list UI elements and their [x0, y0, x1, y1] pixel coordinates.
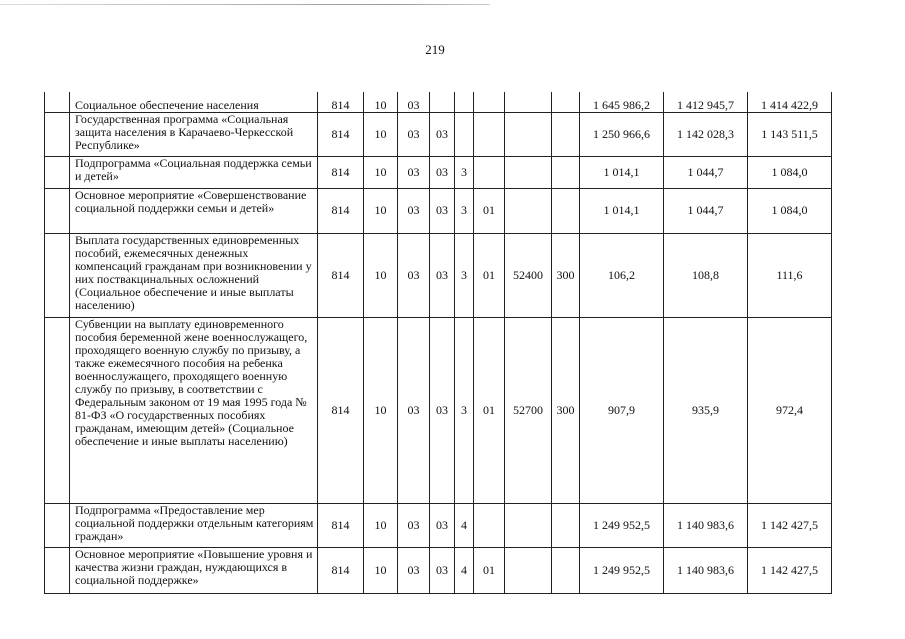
item-name: Государственная программа «Социальная защита населения в Карачаево-Черкесской Республике» [70, 112, 318, 156]
amount-year-3: 972,4 [748, 317, 832, 503]
table-row [45, 503, 832, 547]
grbs-code: 814 [318, 156, 364, 188]
section-code: 10 [364, 317, 398, 503]
subsection-code: 03 [398, 233, 430, 317]
direction-code [505, 156, 552, 188]
activity-code: 01 [474, 233, 505, 317]
section-code: 10 [364, 92, 398, 112]
subprogram-code: 4 [455, 547, 474, 593]
amount-year-1: 1 014,1 [580, 188, 664, 233]
row-index-cell [45, 317, 70, 503]
section-code: 10 [364, 547, 398, 593]
section-code: 10 [364, 233, 398, 317]
table-row [45, 317, 832, 503]
amount-year-2: 1 140 983,6 [664, 503, 748, 547]
direction-code: 52400 [505, 233, 552, 317]
expense-type-code: 300 [552, 233, 580, 317]
amount-year-3: 1 142 427,5 [748, 503, 832, 547]
item-name: Субвенции на выплату единовременного пособия беременной жене военнослужащего, проходящего военную службу по призыву, а также ежемесячного пособия на ребенка военнослужащего, проходящего военную службу по призыву, в соответствии с Федеральным законом от 19 мая 1995 года № 81-ФЗ «О государственных пособиях гражданам, имеющим детей» (Социальное обеспечение и иные выплаты населению) [70, 317, 318, 503]
table-row [45, 112, 832, 156]
table-row [45, 156, 832, 188]
program-code: 03 [430, 547, 455, 593]
subsection-code: 03 [398, 317, 430, 503]
amount-year-3: 1 084,0 [748, 188, 832, 233]
direction-code [505, 92, 552, 112]
section-code: 10 [364, 503, 398, 547]
subprogram-code: 3 [455, 317, 474, 503]
subprogram-code: 3 [455, 188, 474, 233]
scan-artifact-line [0, 4, 490, 5]
row-index-cell [45, 503, 70, 547]
direction-code [505, 503, 552, 547]
expense-type-code: 300 [552, 317, 580, 503]
subsection-code: 03 [398, 156, 430, 188]
section-code: 10 [364, 188, 398, 233]
expense-type-code [552, 188, 580, 233]
activity-code [474, 92, 505, 112]
activity-code [474, 112, 505, 156]
amount-year-3: 1 084,0 [748, 156, 832, 188]
grbs-code: 814 [318, 112, 364, 156]
amount-year-2: 1 140 983,6 [664, 547, 748, 593]
expense-type-code [552, 547, 580, 593]
activity-code: 01 [474, 547, 505, 593]
subprogram-code: 3 [455, 233, 474, 317]
grbs-code: 814 [318, 188, 364, 233]
budget-table [44, 92, 832, 594]
item-name: Социальное обеспечение населения [70, 92, 318, 112]
page-number: 219 [425, 42, 445, 57]
grbs-code: 814 [318, 92, 364, 112]
program-code: 03 [430, 503, 455, 547]
row-index-cell [45, 188, 70, 233]
table-body [45, 92, 832, 593]
subprogram-code [455, 92, 474, 112]
section-code: 10 [364, 112, 398, 156]
amount-year-2: 108,8 [664, 233, 748, 317]
item-name: Основное мероприятие «Совершенствование социальной поддержки семьи и детей» [70, 188, 318, 233]
row-index-cell [45, 547, 70, 593]
row-index-cell [45, 92, 70, 112]
subsection-code: 03 [398, 503, 430, 547]
activity-code [474, 503, 505, 547]
direction-code [505, 112, 552, 156]
subprogram-code: 4 [455, 503, 474, 547]
table-row [45, 92, 832, 112]
direction-code [505, 547, 552, 593]
amount-year-1: 907,9 [580, 317, 664, 503]
subprogram-code: 3 [455, 156, 474, 188]
amount-year-2: 1 412 945,7 [664, 92, 748, 112]
amount-year-2: 1 142 028,3 [664, 112, 748, 156]
activity-code: 01 [474, 317, 505, 503]
expense-type-code [552, 112, 580, 156]
amount-year-3: 111,6 [748, 233, 832, 317]
table-row [45, 547, 832, 593]
program-code: 03 [430, 233, 455, 317]
program-code: 03 [430, 317, 455, 503]
amount-year-1: 1 249 952,5 [580, 503, 664, 547]
amount-year-2: 935,9 [664, 317, 748, 503]
grbs-code: 814 [318, 547, 364, 593]
amount-year-3: 1 143 511,5 [748, 112, 832, 156]
row-index-cell [45, 156, 70, 188]
subsection-code: 03 [398, 188, 430, 233]
program-code: 03 [430, 156, 455, 188]
item-name: Выплата государственных единовременных пособий, ежемесячных денежных компенсаций гражданам при возникновении у них поствакцинальных осложнений (Социальное обеспечение и иные выплаты населению) [70, 233, 318, 317]
item-name: Подпрограмма «Социальная поддержка семьи и детей» [70, 156, 318, 188]
subprogram-code [455, 112, 474, 156]
activity-code: 01 [474, 188, 505, 233]
expense-type-code [552, 503, 580, 547]
grbs-code: 814 [318, 233, 364, 317]
subsection-code: 03 [398, 547, 430, 593]
program-code: 03 [430, 188, 455, 233]
amount-year-1: 1 014,1 [580, 156, 664, 188]
amount-year-1: 1 249 952,5 [580, 547, 664, 593]
subsection-code: 03 [398, 112, 430, 156]
item-name: Подпрограмма «Предоставление мер социальной поддержки отдельным категориям граждан» [70, 503, 318, 547]
expense-type-code [552, 156, 580, 188]
row-index-cell [45, 233, 70, 317]
direction-code: 52700 [505, 317, 552, 503]
amount-year-1: 1 645 986,2 [580, 92, 664, 112]
row-index-cell [45, 112, 70, 156]
table-row [45, 233, 832, 317]
activity-code [474, 156, 505, 188]
item-name: Основное мероприятие «Повышение уровня и качества жизни граждан, нуждающихся в социальной поддержке» [70, 547, 318, 593]
program-code: 03 [430, 112, 455, 156]
direction-code [505, 188, 552, 233]
section-code: 10 [364, 156, 398, 188]
amount-year-3: 1 142 427,5 [748, 547, 832, 593]
amount-year-2: 1 044,7 [664, 156, 748, 188]
subsection-code: 03 [398, 92, 430, 112]
program-code [430, 92, 455, 112]
amount-year-1: 106,2 [580, 233, 664, 317]
expense-type-code [552, 92, 580, 112]
amount-year-2: 1 044,7 [664, 188, 748, 233]
table-row [45, 188, 832, 233]
amount-year-1: 1 250 966,6 [580, 112, 664, 156]
grbs-code: 814 [318, 317, 364, 503]
grbs-code: 814 [318, 503, 364, 547]
amount-year-3: 1 414 422,9 [748, 92, 832, 112]
